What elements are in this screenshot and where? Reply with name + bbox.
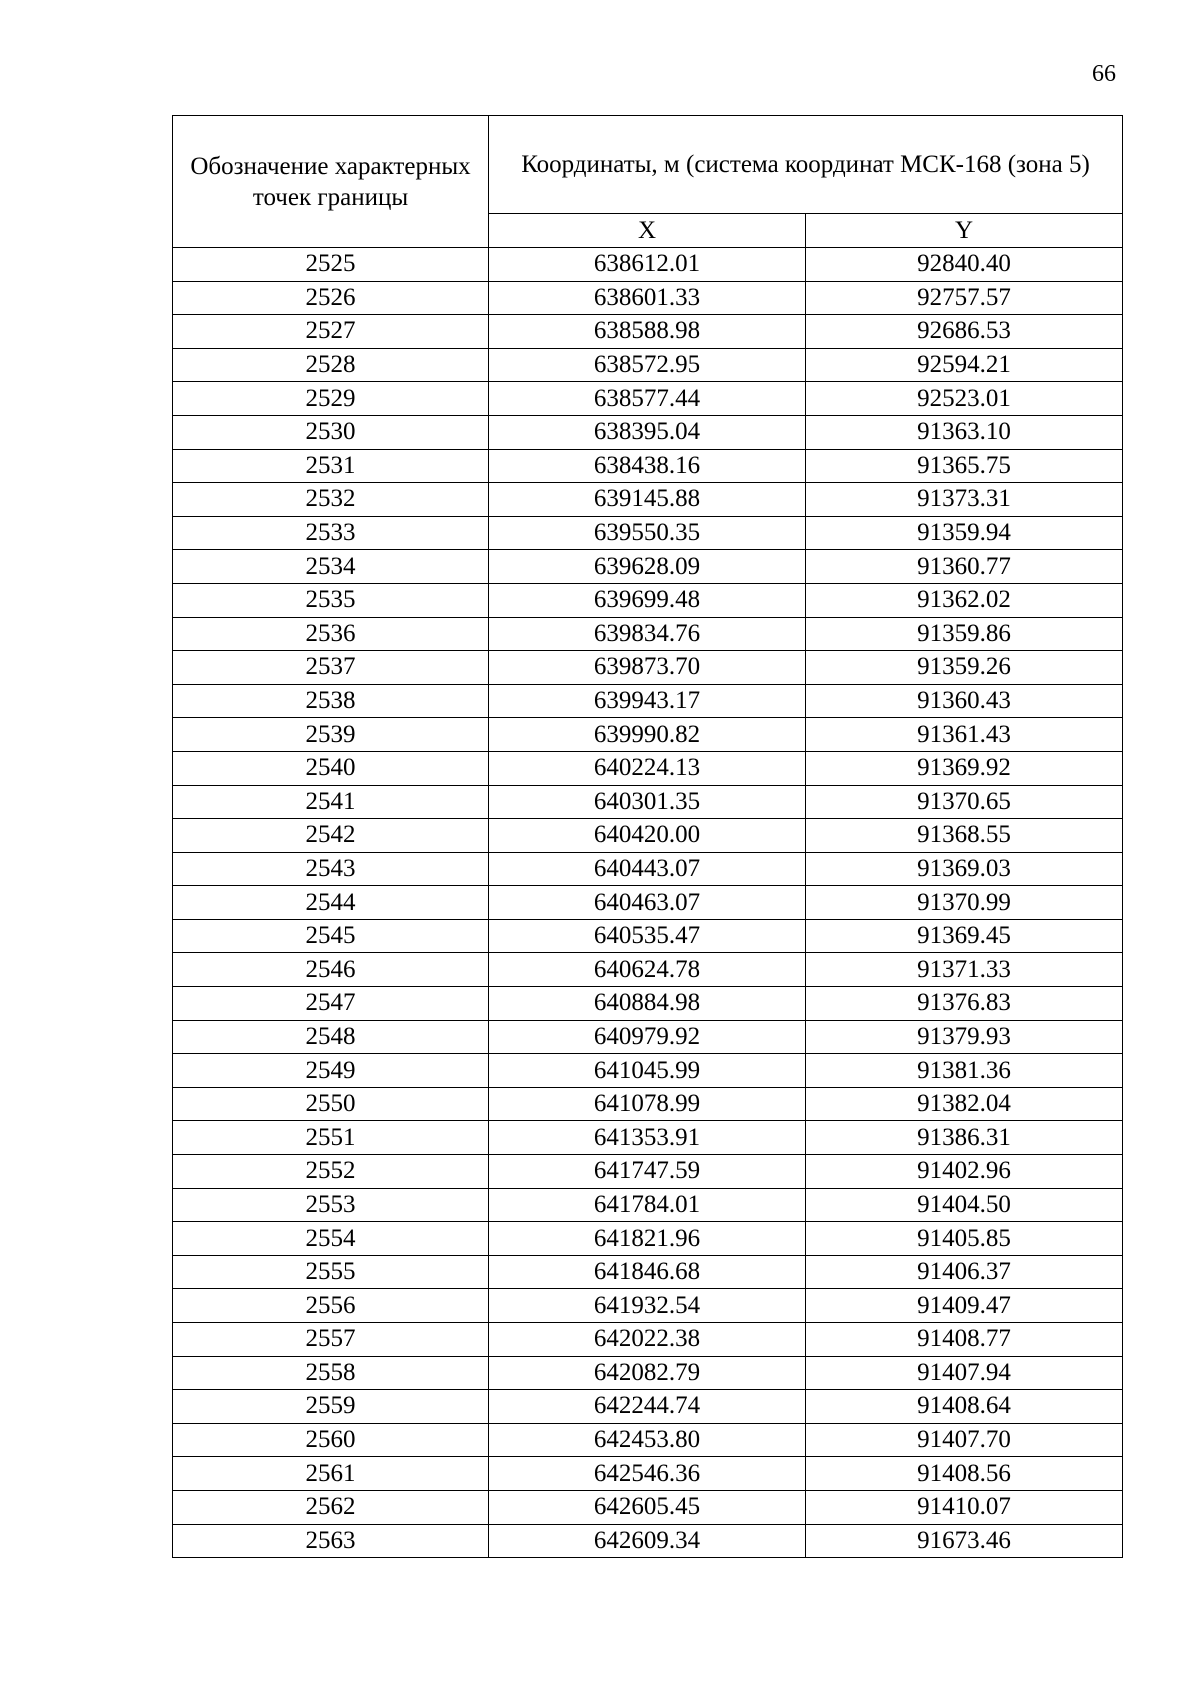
table-row: [173, 1289, 1123, 1323]
y-cell: 91369.45: [806, 919, 1123, 953]
table-row: [173, 751, 1123, 785]
y-cell: 91402.96: [806, 1155, 1123, 1189]
table-row: [173, 382, 1123, 416]
x-cell: 642609.34: [489, 1524, 806, 1558]
y-cell: 92840.40: [806, 248, 1123, 282]
table-row: [173, 953, 1123, 987]
point-cell: 2551: [173, 1121, 489, 1155]
point-cell: 2554: [173, 1222, 489, 1256]
header-point-designation: Обозначение характерных точек границы: [173, 116, 489, 248]
y-cell: 91673.46: [806, 1524, 1123, 1558]
point-cell: 2543: [173, 852, 489, 886]
y-cell: 91359.86: [806, 617, 1123, 651]
x-cell: 642082.79: [489, 1356, 806, 1390]
y-cell: 91405.85: [806, 1222, 1123, 1256]
table-row: [173, 1121, 1123, 1155]
point-cell: 2558: [173, 1356, 489, 1390]
table-row: [173, 1087, 1123, 1121]
x-cell: 641932.54: [489, 1289, 806, 1323]
table-row: [173, 785, 1123, 819]
table-row: [173, 1020, 1123, 1054]
y-cell: 91410.07: [806, 1490, 1123, 1524]
point-cell: 2528: [173, 348, 489, 382]
table-row: [173, 315, 1123, 349]
y-cell: 91408.77: [806, 1323, 1123, 1357]
point-cell: 2526: [173, 281, 489, 315]
y-cell: 92686.53: [806, 315, 1123, 349]
point-cell: 2556: [173, 1289, 489, 1323]
table-row: [173, 550, 1123, 584]
x-cell: 641784.01: [489, 1188, 806, 1222]
point-cell: 2531: [173, 449, 489, 483]
point-cell: 2546: [173, 953, 489, 987]
y-cell: 91368.55: [806, 819, 1123, 853]
x-cell: 639873.70: [489, 651, 806, 685]
table-row: [173, 718, 1123, 752]
point-cell: 2559: [173, 1390, 489, 1424]
y-cell: 91409.47: [806, 1289, 1123, 1323]
table-body: [173, 248, 1123, 1558]
y-cell: 91363.10: [806, 415, 1123, 449]
table-row: [173, 1054, 1123, 1088]
y-cell: 91362.02: [806, 583, 1123, 617]
x-cell: 642022.38: [489, 1323, 806, 1357]
table-row: [173, 348, 1123, 382]
x-cell: 642244.74: [489, 1390, 806, 1424]
x-cell: 640535.47: [489, 919, 806, 953]
y-cell: 91359.26: [806, 651, 1123, 685]
table-row: [173, 852, 1123, 886]
point-cell: 2548: [173, 1020, 489, 1054]
x-cell: 641821.96: [489, 1222, 806, 1256]
point-cell: 2537: [173, 651, 489, 685]
table-row: [173, 583, 1123, 617]
table-row: [173, 684, 1123, 718]
y-cell: 91369.03: [806, 852, 1123, 886]
x-cell: 640463.07: [489, 886, 806, 920]
table-row: [173, 415, 1123, 449]
table-row: [173, 449, 1123, 483]
y-cell: 91408.64: [806, 1390, 1123, 1424]
point-cell: 2529: [173, 382, 489, 416]
point-cell: 2539: [173, 718, 489, 752]
table-row: [173, 1457, 1123, 1491]
table-row: [173, 516, 1123, 550]
y-cell: 92594.21: [806, 348, 1123, 382]
point-cell: 2553: [173, 1188, 489, 1222]
table-row: [173, 1255, 1123, 1289]
x-cell: 639943.17: [489, 684, 806, 718]
x-cell: 641846.68: [489, 1255, 806, 1289]
y-cell: 91407.94: [806, 1356, 1123, 1390]
point-cell: 2530: [173, 415, 489, 449]
point-cell: 2540: [173, 751, 489, 785]
y-cell: 92523.01: [806, 382, 1123, 416]
table-row: [173, 281, 1123, 315]
header-coordinates: Координаты, м (система координат МСК-168 (зона 5): [489, 116, 1123, 214]
point-cell: 2532: [173, 483, 489, 517]
point-cell: 2552: [173, 1155, 489, 1189]
y-cell: 91369.92: [806, 751, 1123, 785]
point-cell: 2538: [173, 684, 489, 718]
y-cell: 91404.50: [806, 1188, 1123, 1222]
point-cell: 2563: [173, 1524, 489, 1558]
x-cell: 638395.04: [489, 415, 806, 449]
x-cell: 641078.99: [489, 1087, 806, 1121]
point-cell: 2534: [173, 550, 489, 584]
y-cell: 91361.43: [806, 718, 1123, 752]
point-cell: 2555: [173, 1255, 489, 1289]
x-cell: 639834.76: [489, 617, 806, 651]
x-cell: 638438.16: [489, 449, 806, 483]
y-cell: 91370.65: [806, 785, 1123, 819]
table-row: [173, 919, 1123, 953]
y-cell: 91406.37: [806, 1255, 1123, 1289]
y-cell: 91379.93: [806, 1020, 1123, 1054]
table-row: [173, 1423, 1123, 1457]
point-cell: 2535: [173, 583, 489, 617]
point-cell: 2536: [173, 617, 489, 651]
y-cell: 91370.99: [806, 886, 1123, 920]
point-cell: 2550: [173, 1087, 489, 1121]
table-row: [173, 1222, 1123, 1256]
table-row: [173, 819, 1123, 853]
x-cell: 642546.36: [489, 1457, 806, 1491]
header-x: X: [489, 214, 806, 248]
x-cell: 641353.91: [489, 1121, 806, 1155]
y-cell: 91408.56: [806, 1457, 1123, 1491]
table-row: [173, 1490, 1123, 1524]
x-cell: 640224.13: [489, 751, 806, 785]
table-row: [173, 1323, 1123, 1357]
x-cell: 641045.99: [489, 1054, 806, 1088]
y-cell: 91360.77: [806, 550, 1123, 584]
table-row: [173, 886, 1123, 920]
table-row: [173, 651, 1123, 685]
x-cell: 638601.33: [489, 281, 806, 315]
table-row: [173, 1188, 1123, 1222]
x-cell: 640301.35: [489, 785, 806, 819]
x-cell: 638577.44: [489, 382, 806, 416]
table-row: [173, 1356, 1123, 1390]
x-cell: 642605.45: [489, 1490, 806, 1524]
x-cell: 641747.59: [489, 1155, 806, 1189]
y-cell: 91381.36: [806, 1054, 1123, 1088]
x-cell: 639550.35: [489, 516, 806, 550]
x-cell: 639628.09: [489, 550, 806, 584]
point-cell: 2545: [173, 919, 489, 953]
x-cell: 640443.07: [489, 852, 806, 886]
y-cell: 91371.33: [806, 953, 1123, 987]
table-row: [173, 483, 1123, 517]
x-cell: 638612.01: [489, 248, 806, 282]
x-cell: 638588.98: [489, 315, 806, 349]
y-cell: 91360.43: [806, 684, 1123, 718]
point-cell: 2525: [173, 248, 489, 282]
point-cell: 2560: [173, 1423, 489, 1457]
table-row: [173, 1155, 1123, 1189]
table-row: [173, 248, 1123, 282]
y-cell: 91359.94: [806, 516, 1123, 550]
y-cell: 92757.57: [806, 281, 1123, 315]
x-cell: 640979.92: [489, 1020, 806, 1054]
y-cell: 91376.83: [806, 987, 1123, 1021]
x-cell: 638572.95: [489, 348, 806, 382]
x-cell: 640884.98: [489, 987, 806, 1021]
table-row: [173, 617, 1123, 651]
table-header-row: [173, 116, 1123, 214]
x-cell: 639145.88: [489, 483, 806, 517]
point-cell: 2541: [173, 785, 489, 819]
point-cell: 2527: [173, 315, 489, 349]
table-row: [173, 987, 1123, 1021]
x-cell: 640624.78: [489, 953, 806, 987]
y-cell: 91407.70: [806, 1423, 1123, 1457]
header-y: Y: [806, 214, 1123, 248]
y-cell: 91373.31: [806, 483, 1123, 517]
y-cell: 91365.75: [806, 449, 1123, 483]
coordinates-table: [172, 115, 1123, 1558]
x-cell: 639699.48: [489, 583, 806, 617]
point-cell: 2533: [173, 516, 489, 550]
x-cell: 639990.82: [489, 718, 806, 752]
table-row: [173, 1390, 1123, 1424]
point-cell: 2547: [173, 987, 489, 1021]
point-cell: 2557: [173, 1323, 489, 1357]
point-cell: 2542: [173, 819, 489, 853]
point-cell: 2561: [173, 1457, 489, 1491]
page-number: 66: [1092, 61, 1116, 87]
point-cell: 2549: [173, 1054, 489, 1088]
x-cell: 642453.80: [489, 1423, 806, 1457]
y-cell: 91382.04: [806, 1087, 1123, 1121]
point-cell: 2562: [173, 1490, 489, 1524]
y-cell: 91386.31: [806, 1121, 1123, 1155]
point-cell: 2544: [173, 886, 489, 920]
table-row: [173, 1524, 1123, 1558]
x-cell: 640420.00: [489, 819, 806, 853]
